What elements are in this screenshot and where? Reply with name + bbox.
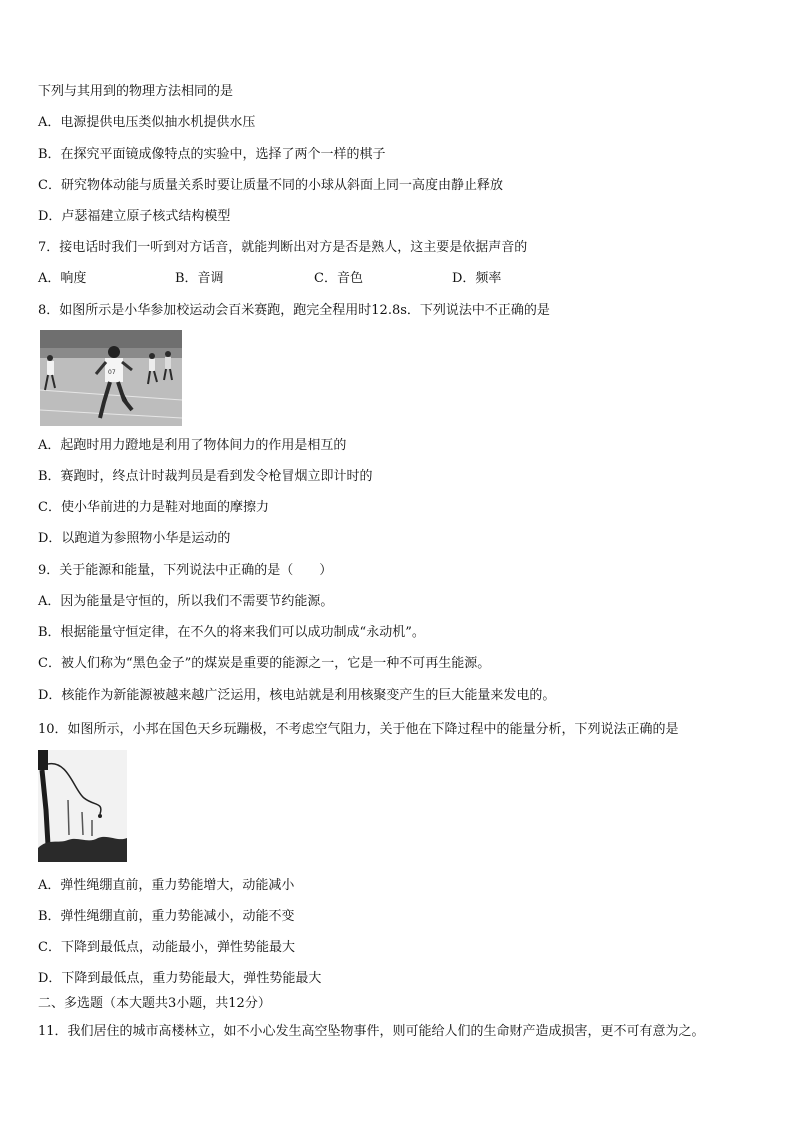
q7-option-d: D．频率 (452, 271, 502, 286)
q10-stem: 10．如图所示，小邦在国色天乡玩蹦极，不考虑空气阻力，关于他在下降过程中的能量分析，下列说法正确的是 (38, 722, 679, 737)
q10-option-b: B．弹性绳绷直前，重力势能减小，动能不变 (38, 909, 295, 924)
q9-option-c: C．被人们称为“黑色金子”的煤炭是重要的能源之一，它是一种不可再生能源。 (38, 656, 491, 671)
bungee-photo (38, 750, 127, 862)
q6-option-b: B．在探究平面镜成像特点的实验中，选择了两个一样的棋子 (38, 147, 386, 162)
q8-option-d: D．以跑道为参照物小华是运动的 (38, 531, 231, 546)
svg-text:07: 07 (108, 369, 116, 376)
q6-option-c: C．研究物体动能与质量关系时要让质量不同的小球从斜面上同一高度由静止释放 (38, 178, 503, 193)
sprint-photo (40, 330, 182, 426)
q8-stem: 8．如图所示是小华参加校运动会百米赛跑，跑完全程用时12.8s．下列说法中不正确的是 (38, 303, 550, 318)
q8-option-c: C．使小华前进的力是鞋对地面的摩擦力 (38, 500, 269, 515)
q9-option-b: B．根据能量守恒定律，在不久的将来我们可以成功制成“永动机”。 (38, 625, 425, 640)
q8-option-a: A．起跑时用力蹬地是利用了物体间力的作用是相互的 (38, 438, 347, 453)
q6-option-a: A．电源提供电压类似抽水机提供水压 (38, 115, 256, 130)
q6-option-d: D．卢瑟福建立原子核式结构模型 (38, 209, 231, 224)
q9-option-d: D．核能作为新能源被越来越广泛运用，核电站就是利用核聚变产生的巨大能量来发电的。 (38, 688, 556, 703)
q10-option-d: D．下降到最低点，重力势能最大，弹性势能最大 (38, 971, 322, 986)
q6-stem: 下列与其用到的物理方法相同的是 (38, 84, 234, 99)
q7-options (38, 271, 758, 287)
q11-stem: 11．我们居住的城市高楼林立，如不小心发生高空坠物事件，则可能给人们的生命财产造成损害，更不可有意为之。 (38, 1024, 705, 1039)
q10-option-a: A．弹性绳绷直前，重力势能增大，动能减小 (38, 878, 295, 893)
q7-option-c: C．音色 (314, 271, 363, 286)
q7-option-b: B．音调 (175, 271, 224, 286)
q9-option-a: A．因为能量是守恒的，所以我们不需要节约能源。 (38, 594, 334, 609)
q10-option-c: C．下降到最低点，动能最小，弹性势能最大 (38, 940, 295, 955)
q7-stem: 7．接电话时我们一听到对方话音，就能判断出对方是否是熟人，这主要是依据声音的 (38, 240, 528, 255)
section-heading-multiple-choice: 二、多选题（本大题共3小题，共12分） (38, 996, 271, 1011)
q8-option-b: B．赛跑时，终点计时裁判员是看到发令枪冒烟立即计时的 (38, 469, 373, 484)
q9-stem: 9．关于能源和能量，下列说法中正确的是（ ） (38, 563, 333, 578)
q7-option-a: A．响度 (38, 271, 87, 286)
